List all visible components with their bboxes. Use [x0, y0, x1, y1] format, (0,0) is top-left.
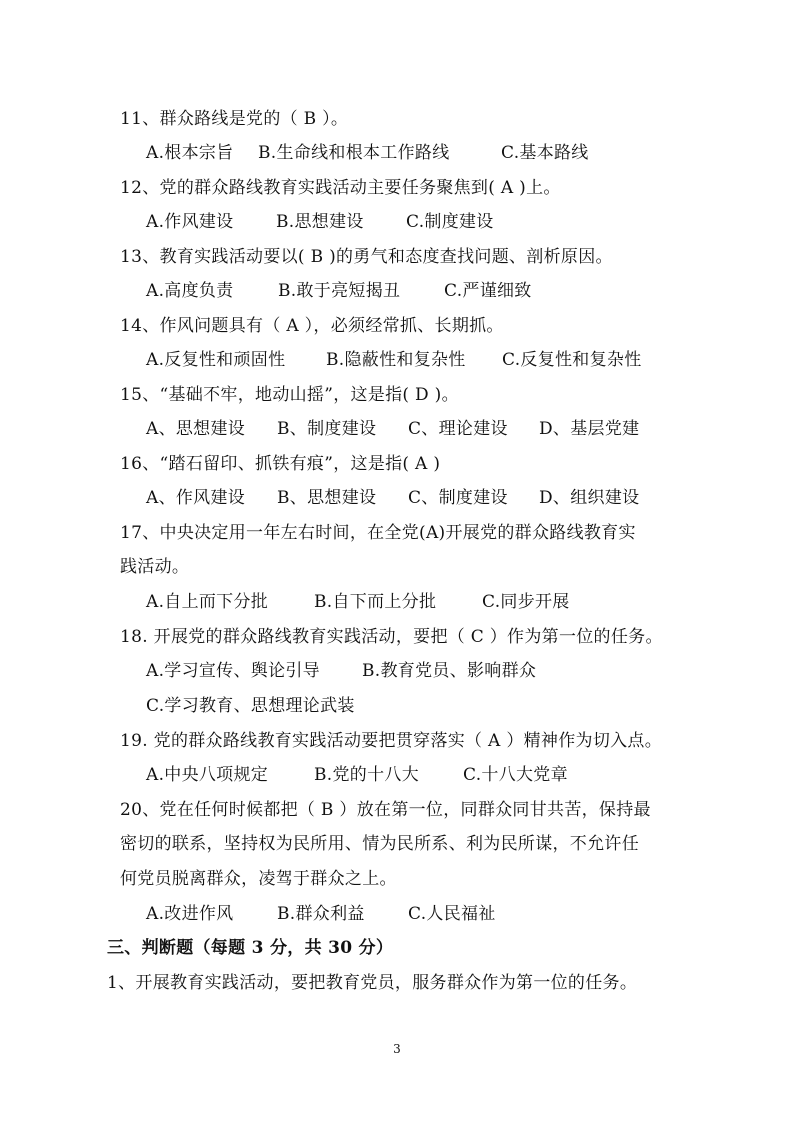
- option-b: B.教育党员、影响群众: [362, 661, 537, 681]
- option-b: B.自下而上分批: [314, 592, 437, 612]
- section-3-heading: 三、判断题（每题 3 分，共 30 分）: [107, 938, 394, 958]
- option-a: A、思想建设: [146, 419, 246, 439]
- question-18-options: [146, 660, 536, 682]
- page-number: 3: [393, 1042, 401, 1056]
- question-11-options: [146, 142, 589, 164]
- option-c: C.制度建设: [406, 212, 494, 232]
- option-b: B.敢于亮短揭丑: [278, 281, 401, 301]
- question-18: 18. 开展党的群众路线教育实践活动，要把（ C ）作为第一位的任务。: [120, 627, 663, 647]
- option-c: C.反复性和复杂性: [502, 350, 642, 370]
- option-c: C.人民福祉: [408, 904, 496, 924]
- option-b: B.生命线和根本工作路线: [258, 143, 450, 163]
- option-d: D、基层党建: [539, 419, 640, 439]
- true-false-question-1: 1、开展教育实践活动，要把教育党员，服务群众作为第一位的任务。: [107, 973, 638, 993]
- question-12-options: [146, 211, 494, 233]
- question-19-options: [146, 764, 568, 786]
- question-16: 16、“踏石留印、抓铁有痕”，这是指( A ): [120, 454, 441, 474]
- option-b: B.思想建设: [276, 212, 364, 232]
- question-13-options: [146, 280, 532, 302]
- question-12: 12、党的群众路线教育实践活动主要任务聚焦到( A )上。: [120, 178, 561, 198]
- question-20-line-2: 密切的联系，坚持权为民所用、情为民所系、利为民所谋，不允许任: [120, 834, 639, 854]
- question-14: 14、作风问题具有（ A ），必须经常抓、长期抓。: [120, 316, 504, 336]
- option-b: B、制度建设: [277, 419, 377, 439]
- option-a: A.高度负责: [146, 281, 234, 301]
- option-c: C.严谨细致: [444, 281, 532, 301]
- question-15-options: [146, 418, 639, 440]
- question-20-line-3: 何党员脱离群众，凌驾于群众之上。: [120, 869, 397, 889]
- option-b: B、思想建设: [277, 488, 377, 508]
- question-14-options: [146, 349, 642, 371]
- question-17-line-2: 践活动。: [120, 557, 190, 577]
- question-16-options: [146, 487, 639, 509]
- option-c: C、制度建设: [408, 488, 508, 508]
- option-b: B.隐蔽性和复杂性: [326, 350, 466, 370]
- option-a: A.作风建设: [146, 212, 234, 232]
- question-13: 13、教育实践活动要以( B )的勇气和态度查找问题、剖析原因。: [120, 247, 613, 267]
- option-a: A.中央八项规定: [146, 765, 269, 785]
- option-c: C、理论建设: [408, 419, 508, 439]
- option-a: A.改进作风: [146, 904, 234, 924]
- option-c: C.基本路线: [501, 143, 589, 163]
- option-a: A、作风建设: [146, 488, 246, 508]
- question-11: 11、群众路线是党的（ B ）。: [120, 109, 349, 129]
- option-b: B.群众利益: [277, 904, 365, 924]
- option-b: B.党的十八大: [314, 765, 419, 785]
- question-19: 19. 党的群众路线教育实践活动要把贯穿落实（ A ）精神作为切入点。: [120, 731, 663, 751]
- option-a: A.自上而下分批: [146, 592, 269, 612]
- option-a: A.学习宣传、舆论引导: [146, 661, 320, 681]
- question-20-line-1: 20、党在任何时候都把（ B ）放在第一位，同群众同甘共苦，保持最: [120, 800, 651, 820]
- option-a: A.根本宗旨: [146, 143, 234, 163]
- option-c: C.同步开展: [482, 592, 570, 612]
- option-d: D、组织建设: [539, 488, 640, 508]
- question-17-line-1: 17、中央决定用一年左右时间，在全党(A)开展党的群众路线教育实: [120, 523, 636, 543]
- option-c: C.十八大党章: [463, 765, 568, 785]
- question-17-options: [146, 591, 570, 613]
- question-20-options: [146, 903, 496, 925]
- option-a: A.反复性和顽固性: [146, 350, 286, 370]
- question-18-option-c: C.学习教育、思想理论武装: [146, 696, 355, 716]
- question-15: 15、“基础不牢，地动山摇”，这是指( D )。: [120, 385, 459, 405]
